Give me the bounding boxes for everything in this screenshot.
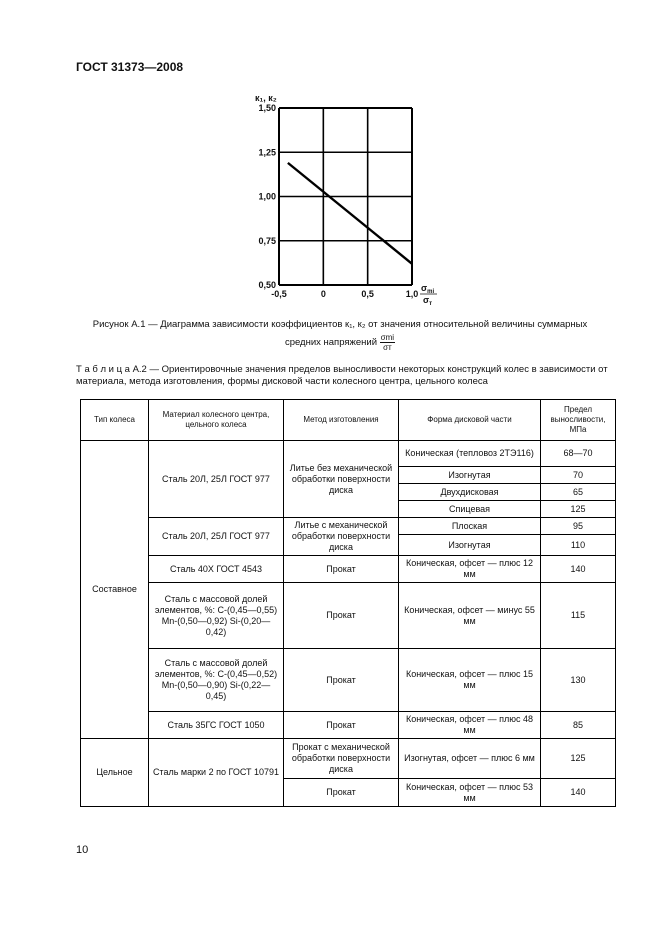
svg-text:σт: $\sigma_т$ [423, 295, 433, 307]
form-cell: Изогнутая [399, 467, 541, 484]
method-cell: Прокат [284, 583, 399, 649]
form-cell: Спицевая [399, 501, 541, 518]
limit-cell: 110 [541, 535, 616, 556]
caption-fraction-numerator: σmi [380, 333, 395, 342]
x-tick-label: 0,5 [361, 289, 374, 299]
header-cell: Предел выносливости, МПа [541, 400, 616, 441]
material-cell: Сталь 40Х ГОСТ 4543 [149, 556, 284, 583]
material-cell: Сталь 20Л, 25Л ГОСТ 977 [149, 441, 284, 518]
table-row [81, 649, 616, 712]
form-cell: Коническая, офсет — плюс 15 мм [399, 649, 541, 712]
chart-grid [279, 108, 412, 285]
limit-cell: 95 [541, 518, 616, 535]
y-tick-label: 1,50 [258, 103, 276, 113]
table-header-row [81, 400, 616, 441]
material-cell: Сталь 20Л, 25Л ГОСТ 977 [149, 518, 284, 556]
table-row [81, 441, 616, 467]
form-cell: Коническая, офсет — плюс 12 мм [399, 556, 541, 583]
limit-cell: 125 [541, 739, 616, 779]
series-line [288, 163, 412, 264]
form-cell: Изогнутая, офсет — плюс 6 мм [399, 739, 541, 779]
material-cell: Сталь с массовой долей элементов, %: С-(0,45—0,55) Mn-(0,50—0,92) Si-(0,20—0,42) [149, 583, 284, 649]
svg-text:σmi: $\sigma_{mi}$ [421, 283, 435, 295]
document-header: ГОСТ 31373—2008 [76, 60, 184, 74]
caption-fraction [380, 333, 395, 352]
header-cell: Материал колесного центра, цельного колеса [149, 400, 284, 441]
page-number: 10 [76, 844, 89, 856]
form-cell: Двухдисковая [399, 484, 541, 501]
method-cell: Литье без механической обработки поверхности диска [284, 441, 399, 518]
limit-cell: 130 [541, 649, 616, 712]
form-cell: Изогнутая [399, 535, 541, 556]
chart-ticks [258, 103, 418, 299]
limit-cell: 85 [541, 712, 616, 739]
y-axis-label: к₁, к₂ [255, 93, 277, 103]
method-cell: Литье с механической обработки поверхности диска [284, 518, 399, 556]
limit-cell: 70 [541, 467, 616, 484]
caption-fraction-denominator: σт [383, 343, 392, 352]
x-tick-label: 0 [320, 289, 326, 299]
material-cell: Сталь 35ГС ГОСТ 1050 [149, 712, 284, 739]
method-cell: Прокат [284, 649, 399, 712]
y-tick-label: 0,75 [258, 235, 276, 246]
limit-cell: 68—70 [541, 441, 616, 467]
table-caption: Т а б л и ц а А.2 — Ориентировочные значения пределов выносливости некоторых конструкций колес в зависимости от материала, метода изготовления, формы дисковой части колесного центра, цельного колеса [76, 364, 608, 387]
figure-caption-line2 [60, 333, 620, 352]
header-cell: Форма дисковой части [399, 400, 541, 441]
figure-caption-text: средних напряжений [284, 337, 378, 349]
limit-cell: 125 [541, 501, 616, 518]
x-tick-label: -0,5 [271, 289, 287, 299]
limit-cell: 115 [541, 583, 616, 649]
y-tick-label: 1,25 [258, 147, 276, 158]
limit-cell: 140 [541, 556, 616, 583]
endurance-table [80, 399, 616, 807]
form-cell: Коническая, офсет — плюс 48 мм [399, 712, 541, 739]
table-row [81, 518, 616, 535]
wheel-type-cell: Составное [81, 441, 149, 739]
method-cell: Прокат с механической обработки поверхности диска [284, 739, 399, 779]
method-cell: Прокат [284, 779, 399, 807]
x-axis-label [420, 283, 437, 307]
wheel-type-cell: Цельное [81, 739, 149, 807]
chart-series [288, 163, 412, 264]
form-cell: Коническая, офсет — плюс 53 мм [399, 779, 541, 807]
table-row [81, 739, 616, 779]
form-cell: Коническая, офсет — минус 55 мм [399, 583, 541, 649]
header-cell: Метод изготовления [284, 400, 399, 441]
figure-chart [0, 0, 661, 320]
table-row [81, 556, 616, 583]
x-tick-label: 1,0 [405, 289, 419, 299]
table-row [81, 712, 616, 739]
limit-cell: 65 [541, 484, 616, 501]
y-tick-label: 1,00 [258, 191, 276, 202]
form-cell: Плоская [399, 518, 541, 535]
limit-cell: 140 [541, 779, 616, 807]
y-tick-label: 0,50 [258, 280, 276, 290]
figure-caption-line1: Рисунок А.1 — Диаграмма зависимости коэффициентов к₁, к₂ от значения относительной величины суммарных [92, 319, 588, 330]
method-cell: Прокат [284, 556, 399, 583]
header-cell: Тип колеса [81, 400, 149, 441]
table-row [81, 583, 616, 649]
form-cell: Коническая (тепловоз 2ТЭ116) [399, 441, 541, 467]
method-cell: Прокат [284, 712, 399, 739]
material-cell: Сталь с массовой долей элементов, %: С-(0,45—0,52) Mn-(0,50—0,90) Si-(0,22—0,45) [149, 649, 284, 712]
material-cell: Сталь марки 2 по ГОСТ 10791 [149, 739, 284, 807]
